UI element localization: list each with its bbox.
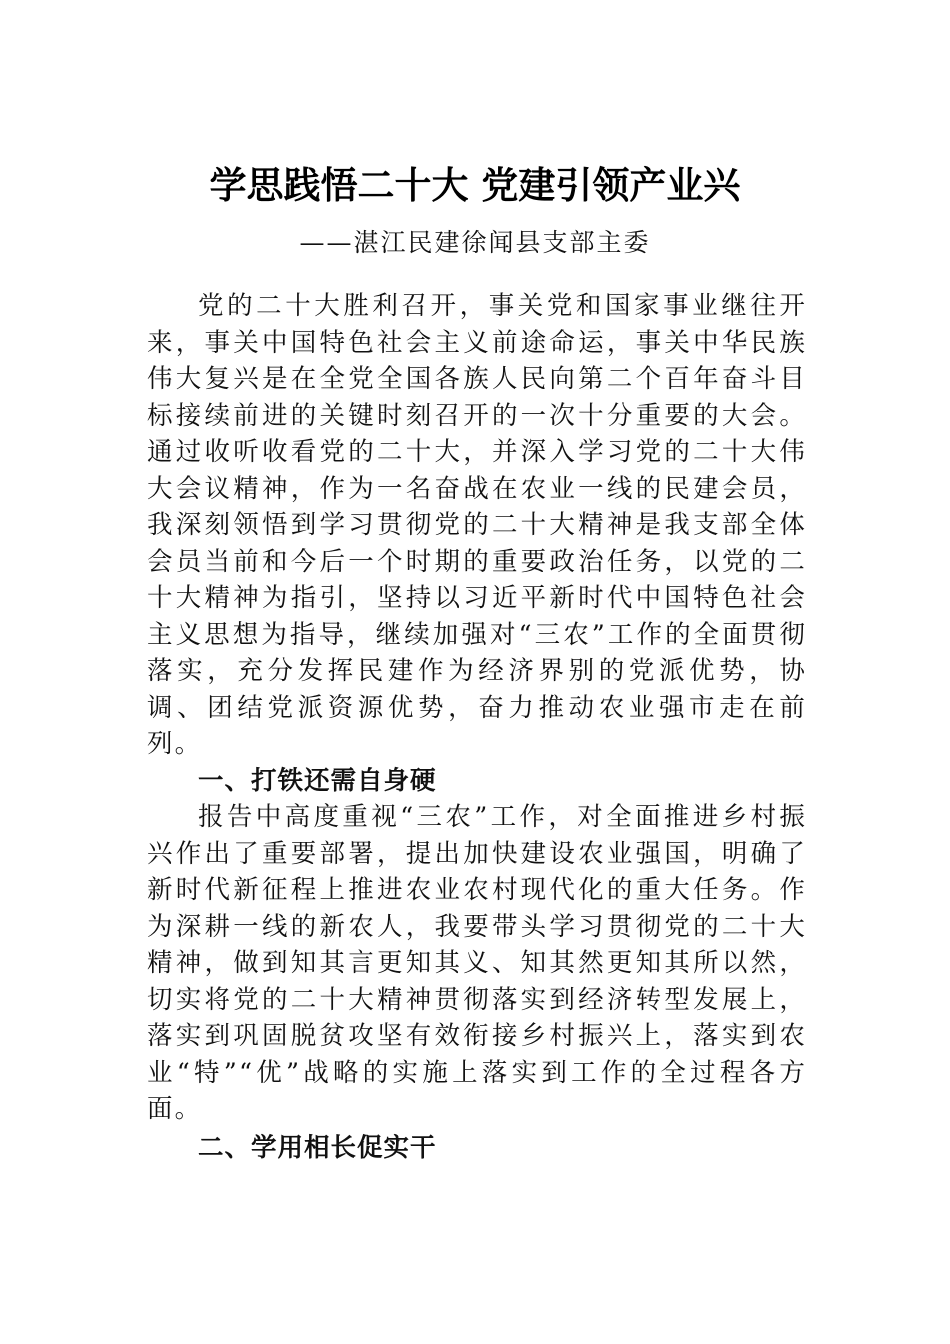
intro-paragraph: 党的二十大胜利召开，事关党和国家事业继往开来，事关中国特色社会主义前途命运，事关中华民族伟大复兴是在全党全国各族人民向第二个百年奋斗目标接续前进的关键时刻召开的一次十分重要的大会。通过收听收看党的二十大，并深入学习党的二十大伟大会议精神，作为一名奋战在农业一线的民建会员，我深刻领悟到学习贯彻党的二十大精神是我支部全体会员当前和今后一个时期的重要政治任务，以党的二十大精神为指引，坚持以习近平新时代中国特色社会主义思想为指导，继续加强对“三农”工作的全面贯彻落实，充分发挥民建作为经济界别的党派优势，协调、团结党派资源优势，奋力推动农业强市走在前列。 xyxy=(147,291,807,759)
section-1-paragraph: 报告中高度重视“三农”工作，对全面推进乡村振兴作出了重要部署，提出加快建设农业强国，明确了新时代新征程上推进农业农村现代化的重大任务。作为深耕一线的新农人，我要带头学习贯彻党的二十大精神，做到知其言更知其义、知其然更知其所以然，切实将党的二十大精神贯彻落实到经济转型发展上，落实到巩固脱贫攻坚有效衔接乡村振兴上，落实到农业“特”“优”战略的实施上落实到工作的全过程各方面。 xyxy=(147,802,807,1124)
document-title: 学思践悟二十大 党建引领产业兴 xyxy=(209,163,741,207)
section-heading-2: 二、学用相长促实干 xyxy=(198,1132,437,1163)
document-subtitle: ——湛江民建徐闻县支部主委 xyxy=(299,228,651,257)
document-body xyxy=(147,288,807,1166)
section-heading-1: 一、打铁还需自身硬 xyxy=(198,765,437,796)
